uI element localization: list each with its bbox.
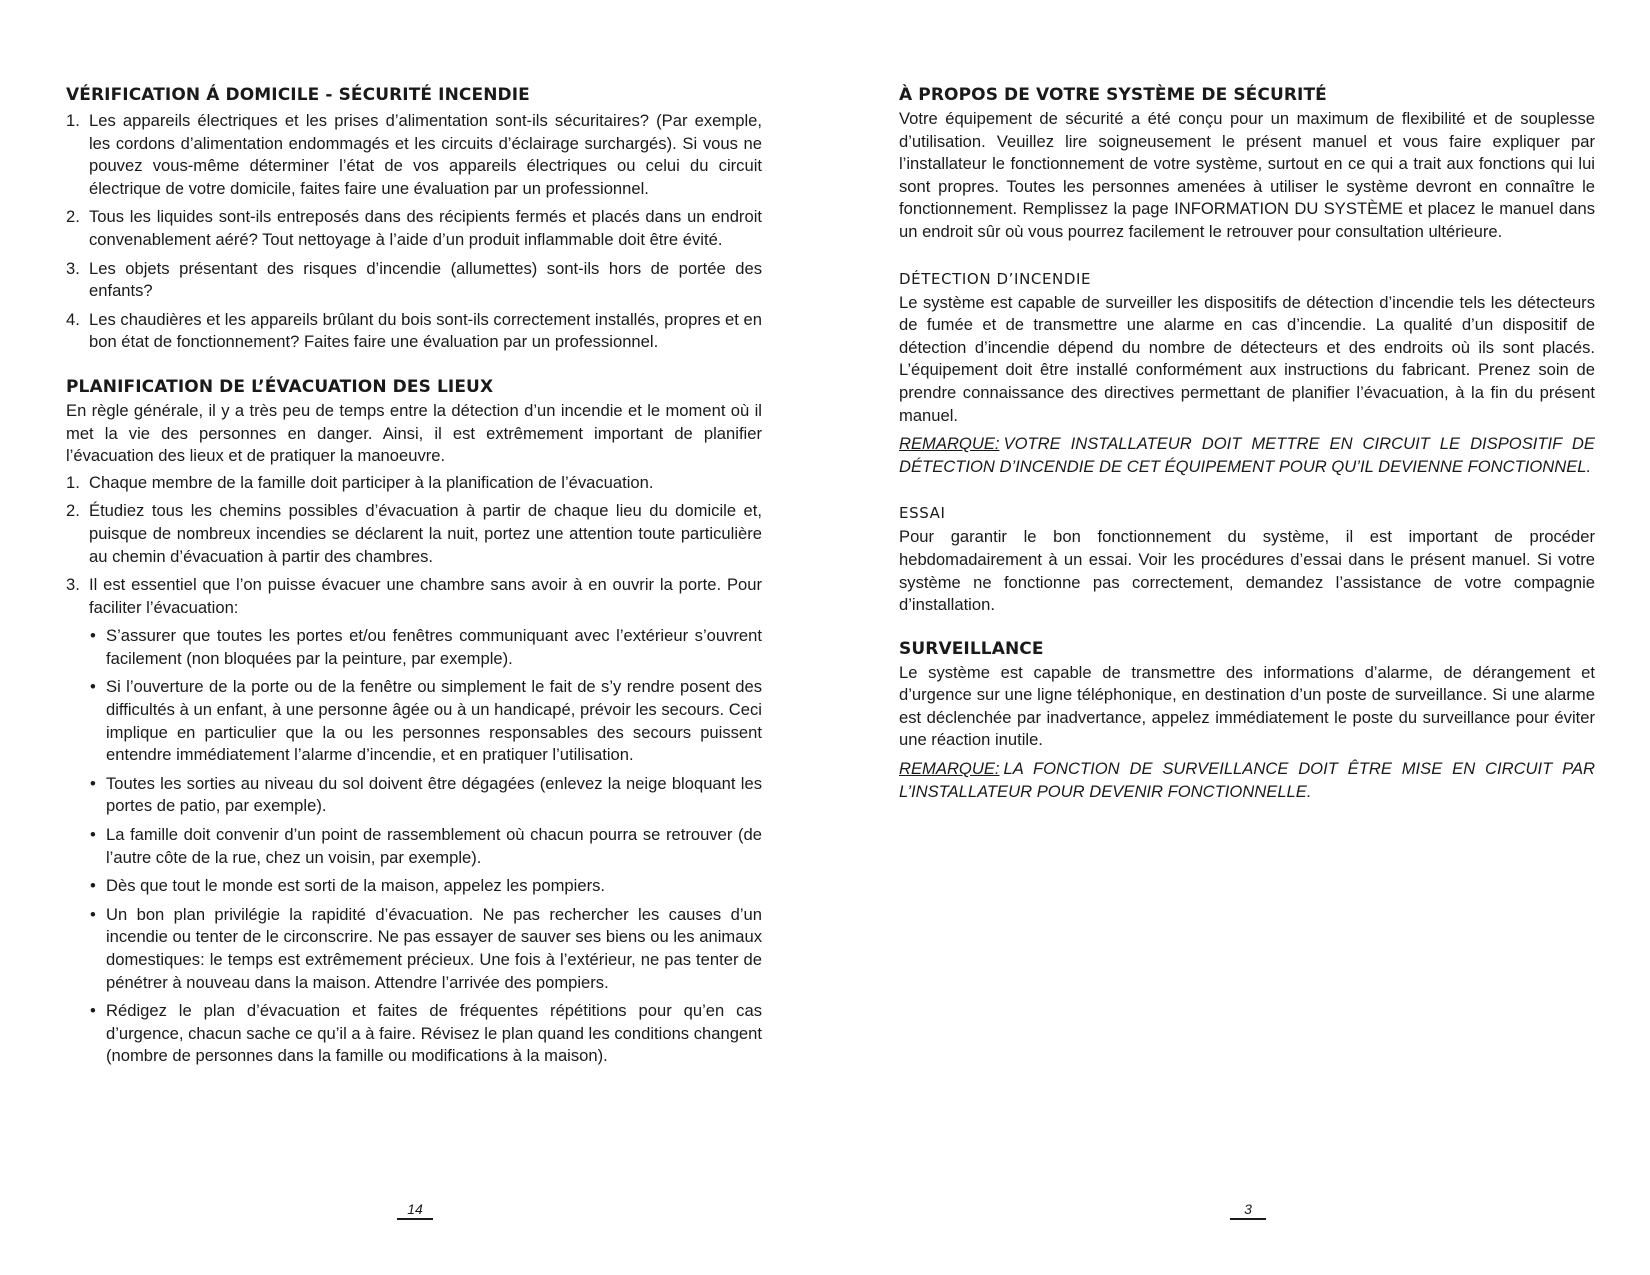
section-title-fire-detection: DÉTECTION D’INCENDIE (899, 269, 1092, 288)
list-item (66, 206, 762, 251)
fire-safety-checklist (66, 110, 762, 354)
section-title-test: ESSAI (899, 504, 946, 523)
item-number: 4. (66, 309, 80, 329)
list-item (66, 110, 762, 200)
monitoring-text: Le système est capable de transmettre des informations d’alarme, de dérangement et d’urgence sur une ligne téléphonique, en destination d’un poste de surveillance. Si une alarme est déclenchée par inadvertance, appelez immédiatement le poste du surveillance pour éviter une réaction inutile. (899, 662, 1595, 750)
section-title-fire-safety-check: VÉRIFICATION Á DOMICILE - SÉCURITÉ INCENDIE (66, 85, 530, 105)
item-text: Chaque membre de la famille doit participer à la planification de l’évacuation. (89, 472, 654, 492)
section-title-evacuation-planning: PLANIFICATION DE L’ÉVACUATION DES LIEUX (66, 376, 494, 397)
bullet-item: • Dès que tout le monde est sorti de la maison, appelez les pompiers. (89, 875, 762, 898)
item-text: Il est essentiel que l’on puisse évacuer une chambre sans avoir à en ouvrir la porte. Pour faciliter l’évacuation: (89, 575, 762, 617)
bullet-item: • La famille doit convenir d’un point de rassemblement où chacun pourra se retrouver (de l’autre côte de la rue, chez un voisin, par exemple). (89, 824, 762, 869)
test-text: Pour garantir le bon fonctionnement du système, il est important de procéder hebdomadairement à un essai. Voir les procédures d’essai dans le présent manuel. Si votre système ne fonctionne pas correctement, demandez l’assistance de votre compagnie d’installation. (899, 527, 1595, 615)
page-number-left: 14 (397, 1200, 433, 1220)
item-text: Les objets présentant des risques d’incendie (allumettes) sont-ils hors de portée des enfants? (89, 258, 762, 301)
note-label: REMARQUE: (899, 759, 1000, 779)
item-number: 2. (66, 207, 80, 227)
bullet-item: • Si l’ouverture de la porte ou de la fenêtre ou simplement le fait de s’y rendre posent des difficultés à un enfant, à une personne âgée ou à un handicapé, prévoir les secours. Ceci implique en particulier que la ou les personnes responsables des secours puissent entendre immédiatement l’alarme d’incendie, et en pratiquer l’utilisation. (89, 676, 762, 766)
fire-detection-text: Le système est capable de surveiller les dispositifs de détection d’incendie tels les détecteurs de fumée et de transmettre une alarme en cas d’incendie. La qualité d’un dispositif de détection d’incendie dépend du nombre de détecteurs et des endroits où ils sont placés. L’équipement doit être installé conformément aux instructions du fabricant. Prenez soin de prendre connaissance des directives permettant de planifier l’évacuation, à la fin du présent manuel. (899, 292, 1595, 425)
note-text: VOTRE INSTALLATEUR DOIT METTRE EN CIRCUIT LE DISPOSITIF DE DÉTECTION D’INCENDIE DE CET ÉQUIPEMENT POUR QU’IL DEVIENNE FONCTIONNEL. (899, 434, 1595, 476)
item-number: 1. (66, 111, 80, 130)
bullet-item: • Un bon plan privilégie la rapidité d’évacuation. Ne pas rechercher les causes d’un incendie ou tenter de le circonscrire. Ne pas essayer de sauver ses biens ou les animaux domestiques: le temps est extrêmement précieux. Une fois à l’extérieur, ne pas tenter de pénétrer à nouveau dans la maison. Attendre l’arrivée des pompiers. (89, 904, 762, 994)
note-text: LA FONCTION DE SURVEILLANCE DOIT ÊTRE MISE EN CIRCUIT PAR L’INSTALLATEUR POUR DEVENIR FONCTIONNELLE. (899, 759, 1595, 801)
item-number: 1. (66, 472, 80, 492)
left-page (66, 84, 762, 1074)
section-title-about-system: À PROPOS DE VOTRE SYSTÈME DE SÉCURITÉ (899, 85, 1327, 105)
list-item (66, 500, 762, 568)
about-system-text: Votre équipement de sécurité a été conçu pour un maximum de flexibilité et de souplesse d’utilisation. Veuillez lire soigneusement le présent manuel et vous faire expliquer par l’installateur le fonctionnement de votre système, surtout en ce qui a trait aux fonctions qui lui sont propres. Toutes les personnes amenées à utiliser le système devront en connaître le fonctionnement. Remplissez la page INFORMATION DU SYSTÈME et placez le manuel dans un endroit sûr où vous pourrez facilement le retrouver pour consultation ultérieure. (899, 109, 1595, 241)
item-number: 3. (66, 258, 80, 278)
item-number: 3. (66, 575, 80, 595)
item-text: Tous les liquides sont-ils entreposés dans des récipients fermés et placés dans un endroit convenablement aéré? Tout nettoyage à l’aide d’un produit inflammable doit être évité. (89, 207, 762, 249)
evacuation-bullets (89, 625, 762, 1068)
bullet-item: • S’assurer que toutes les portes et/ou fenêtres communiquant avec l’extérieur s’ouvrent facilement (non bloquées par la peinture, par exemple). (89, 625, 762, 670)
fire-detection-note (899, 433, 1595, 478)
list-item (66, 309, 762, 354)
item-text: Les appareils électriques et les prises d’alimentation sont-ils sécuritaires? (Par exemple, les cordons d’alimentation endommagés et les circuits d’éclairage surchargés). Si vous ne pouvez vous-même déterminer l’état de vos appareils électriques ou celui du circuit électrique de votre domicile, faites faire une évaluation par un professionnel. (89, 111, 762, 198)
list-item (66, 258, 762, 303)
bullet-item: • Rédigez le plan d’évacuation et faites de fréquentes répétitions pour qu’en cas d’urgence, chacun sache ce qu’il a à faire. Révisez le plan quand les conditions changent (nombre de personnes dans la famille ou modifications à la maison). (89, 1000, 762, 1068)
bullet-item: • Toutes les sorties au niveau du sol doivent être dégagées (enlevez la neige bloquant les portes de patio, par exemple). (89, 773, 762, 818)
right-page (899, 84, 1595, 803)
list-item (66, 472, 762, 495)
item-number: 2. (66, 501, 80, 521)
note-label: REMARQUE: (899, 434, 1000, 454)
item-text: Étudiez tous les chemins possibles d’évacuation à partir de chaque lieu du domicile et, puisque de nombreux incendies se déclarent la nuit, portez une attention toute particulière au chemin d’évacuation à partir des chambres. (89, 501, 762, 566)
evacuation-intro: En règle générale, il y a très peu de temps entre la détection d’un incendie et le moment où il met la vie des personnes en danger. Ainsi, il est extrêmement important de planifier l’évacuation des lieux et de pratiquer la manoeuvre. (66, 400, 762, 466)
evacuation-steps (66, 472, 762, 1068)
section-title-monitoring: SURVEILLANCE (899, 638, 1044, 659)
item-text: Les chaudières et les appareils brûlant du bois sont-ils correctement installés, propres et en bon état de fonctionnement? Faites faire une évaluation par un professionnel. (89, 309, 762, 352)
monitoring-note (899, 758, 1595, 803)
list-item (66, 574, 762, 1068)
page-number-right: 3 (1230, 1200, 1266, 1220)
